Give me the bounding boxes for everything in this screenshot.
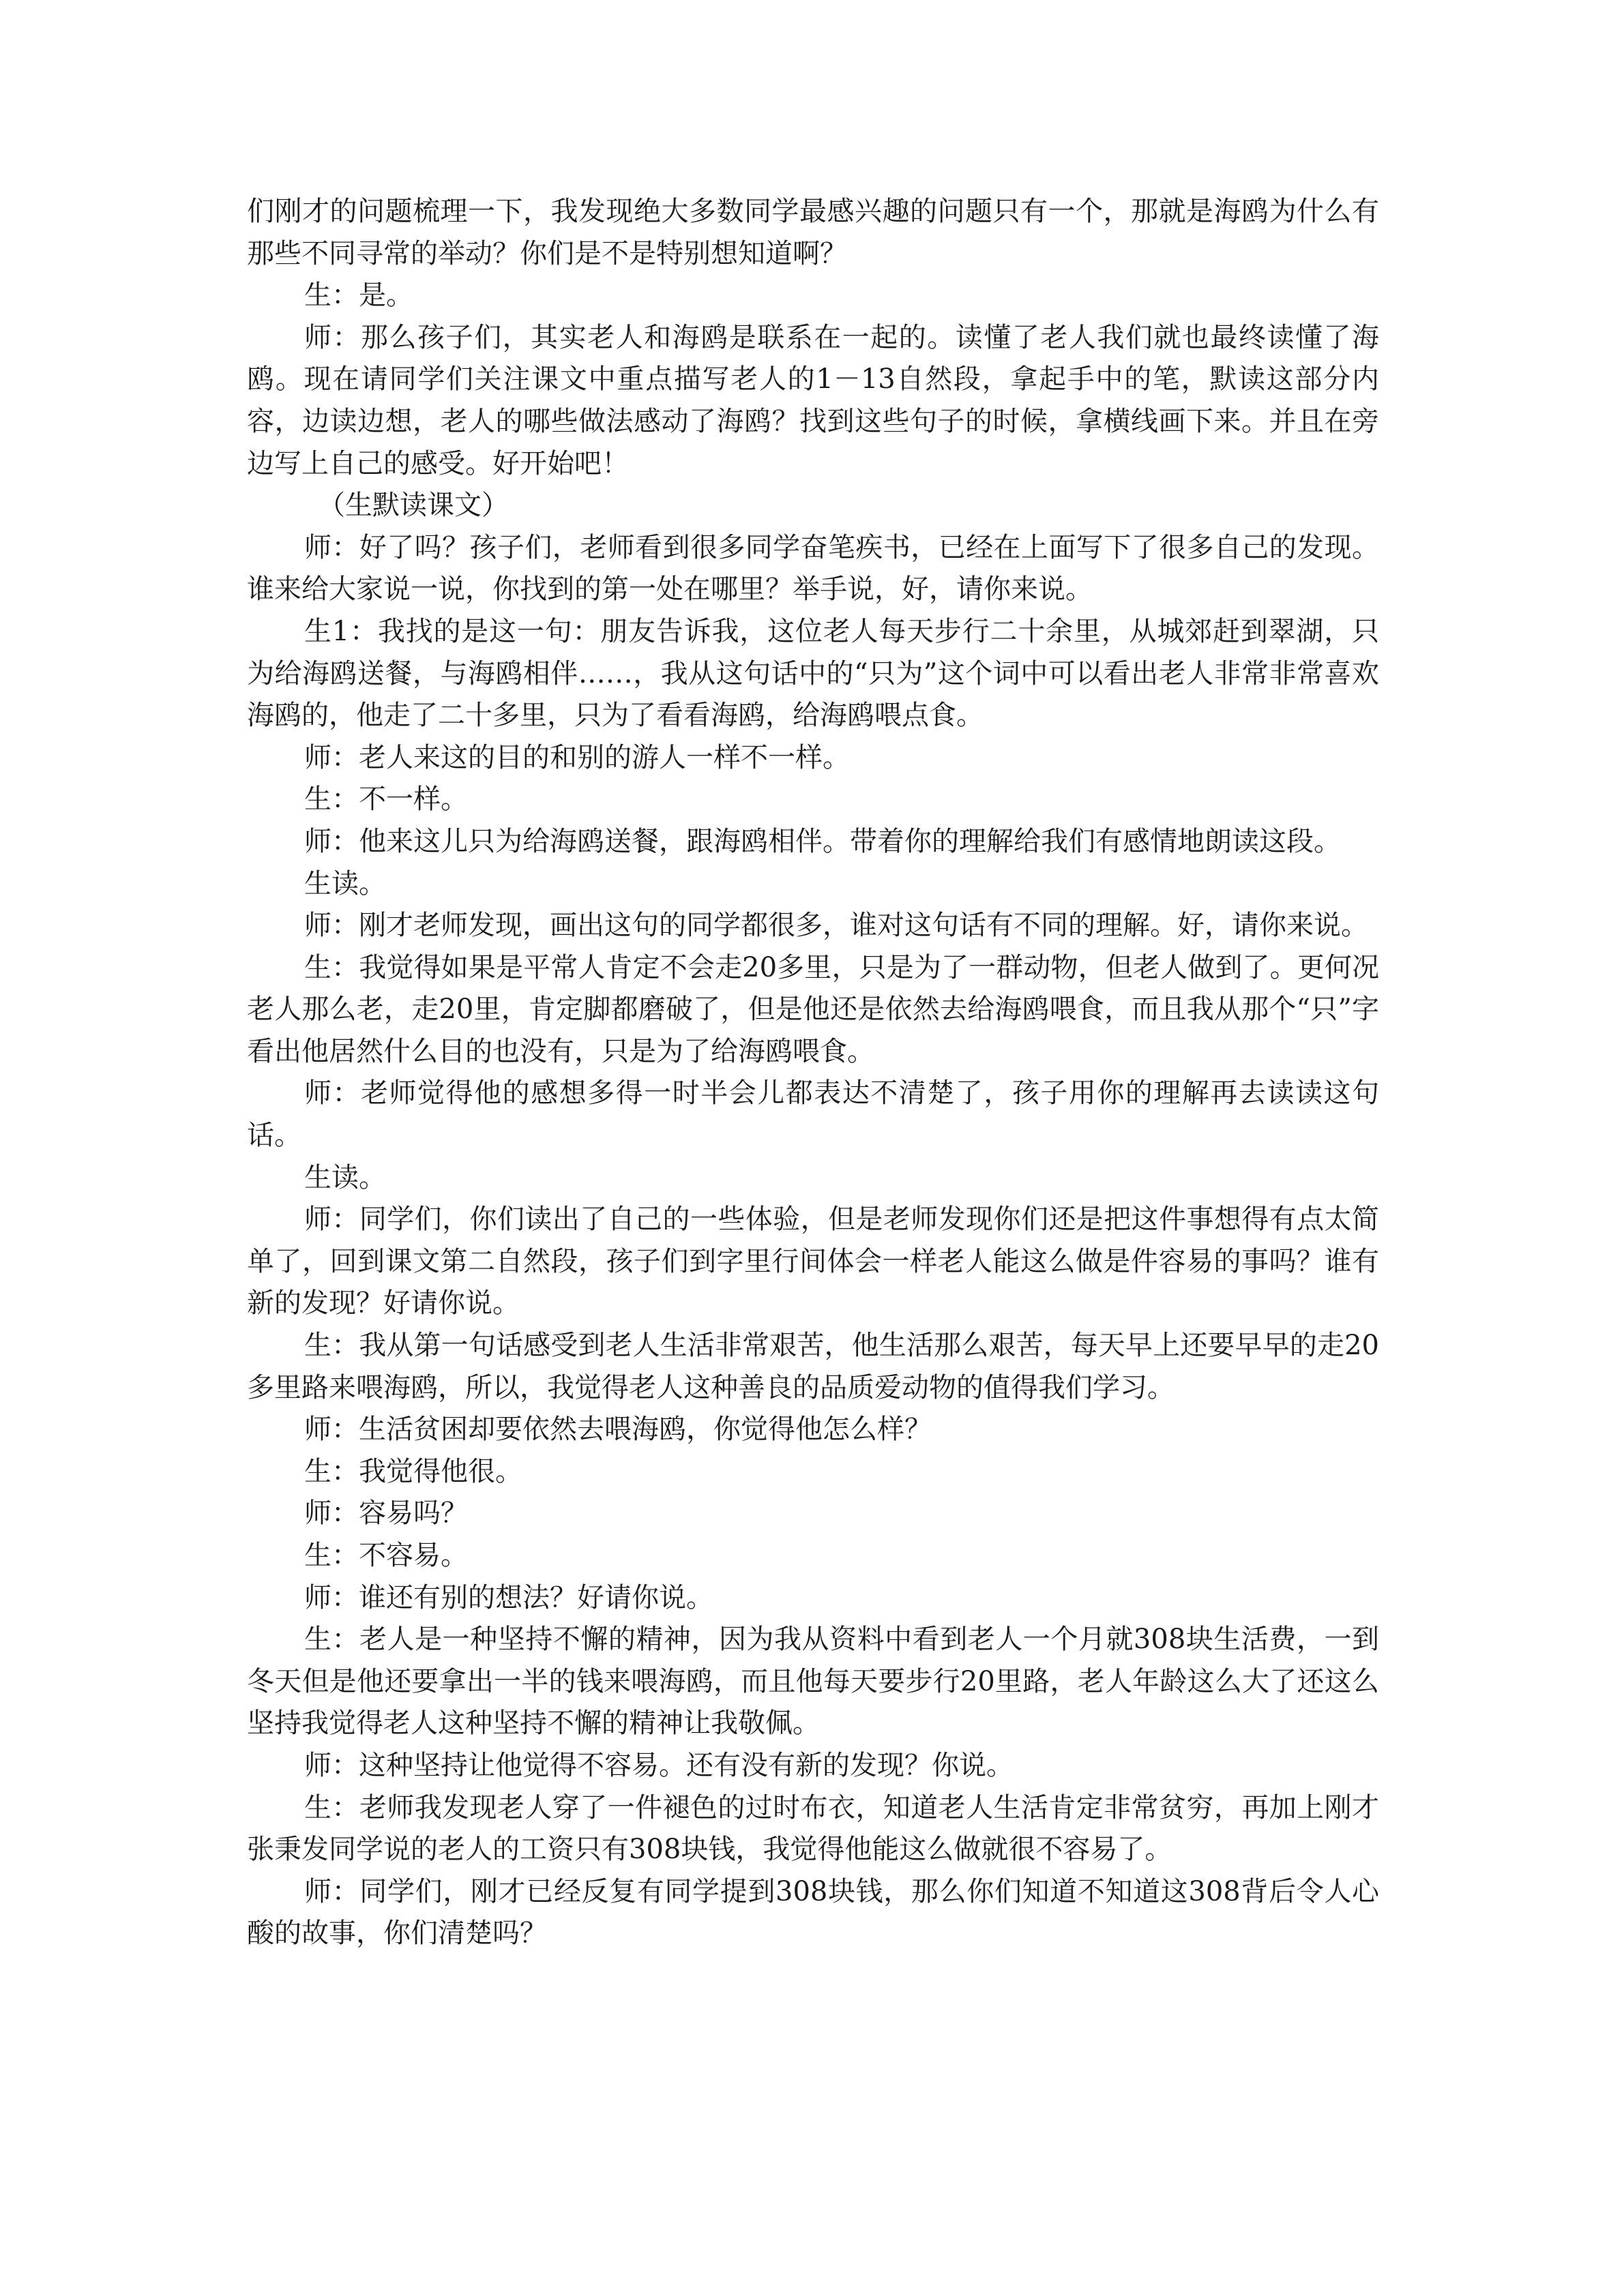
paragraph: 生：不一样。 <box>304 784 468 816</box>
paragraph: 生：老师我发现老人穿了一件褪色的过时布衣，知道老人生活肯定非常贫穷，再加上刚才张秉发同学说的老人的工资只有308块钱，我觉得他能这么做就很不容易了。 <box>247 1791 1379 1866</box>
paragraph: 生1：我找的是这一句：朋友告诉我，这位老人每天步行二十余里，从城郊赶到翠湖，只为给海鸥送餐，与海鸥相伴……，我从这句话中的“只为”这个词中可以看出老人非常非常喜欢海鸥的，他走了二十多里，只为了看看海鸥，给海鸥喂点食。 <box>247 615 1379 732</box>
paragraph: 生：是。 <box>304 280 413 312</box>
stage-direction: （生默读课文） <box>318 490 509 522</box>
paragraph-continuation: 们刚才的问题梳理一下，我发现绝大多数同学最感兴趣的问题只有一个，那就是海鸥为什么有那些不同寻常的举动？你们是不是特别想知道啊？ <box>247 196 1379 269</box>
paragraph: 生：不容易。 <box>304 1540 468 1571</box>
paragraph: 生：我觉得如果是平常人肯定不会走20多里，只是为了一群动物，但老人做到了。更何况老人那么老，走20里，肯定脚都磨破了，但是他还是依然去给海鸥喂食，而且我从那个“只”字看出他居然什么目的也没有，只是为了给海鸥喂食。 <box>247 951 1379 1067</box>
paragraph: 师：那么孩子们，其实老人和海鸥是联系在一起的。读懂了老人我们就也最终读懂了海鸥。现在请同学们关注课文中重点描写老人的1－13自然段，拿起手中的笔，默读这部分内容，边读边想，老人的哪些做法感动了海鸥？找到这些句子的时候，拿横线画下来。并且在旁边写上自己的感受。好开始吧！ <box>247 321 1379 479</box>
paragraph: 师：他来这儿只为给海鸥送餐，跟海鸥相伴。带着你的理解给我们有感情地朗读这段。 <box>304 825 1341 857</box>
paragraph: 师：容易吗？ <box>304 1497 468 1530</box>
paragraph: 师：同学们，刚才已经反复有同学提到308块钱，那么你们知道不知道这308背后令人心酸的故事，你们清楚吗？ <box>247 1875 1379 1950</box>
paragraph: 师：同学们，你们读出了自己的一些体验，但是老师发现你们还是把这件事想得有点太简单了，回到课文第二自然段，孩子们到字里行间体会一样老人能这么做是件容易的事吗？谁有新的发现？好请你说。 <box>247 1204 1379 1320</box>
paragraph: 生：我觉得他很。 <box>304 1455 522 1487</box>
paragraph: 师：刚才老师发现，画出这句的同学都很多，谁对这句话有不同的理解。好，请你来说。 <box>304 910 1368 942</box>
paragraph: 师：这种坚持让他觉得不容易。还有没有新的发现？你说。 <box>304 1749 1014 1781</box>
paragraph: 生：老人是一种坚持不懈的精神，因为我从资料中看到老人一个月就308块生活费，一到冬天但是他还要拿出一半的钱来喂海鸥，而且他每天要步行20里路，老人年龄这么大了还这么坚持我觉得老人这种坚持不懈的精神让我敬佩。 <box>247 1624 1379 1740</box>
paragraph: 生读。 <box>304 1161 386 1193</box>
paragraph: 师：生活贫困却要依然去喂海鸥，你觉得他怎么样？ <box>304 1414 932 1446</box>
paragraph: 师：好了吗？孩子们，老师看到很多同学奋笔疾书，已经在上面写下了很多自己的发现。谁来给大家说一说，你找到的第一处在哪里？举手说，好，请你来说。 <box>247 531 1379 606</box>
paragraph: 师：老师觉得他的感想多得一时半会儿都表达不清楚了，孩子用你的理解再去读读这句话。 <box>247 1077 1379 1152</box>
paragraph: 师：谁还有别的想法？好请你说。 <box>304 1581 713 1613</box>
paragraph: 师：老人来这的目的和别的游人一样不一样。 <box>304 741 850 773</box>
paragraph: 生：我从第一句话感受到老人生活非常艰苦，他生活那么艰苦，每天早上还要早早的走20多里路来喂海鸥，所以，我觉得老人这种善良的品质爱动物的值得我们学习。 <box>247 1330 1379 1403</box>
document-body <box>247 191 1379 1955</box>
paragraph: 生读。 <box>304 867 386 899</box>
